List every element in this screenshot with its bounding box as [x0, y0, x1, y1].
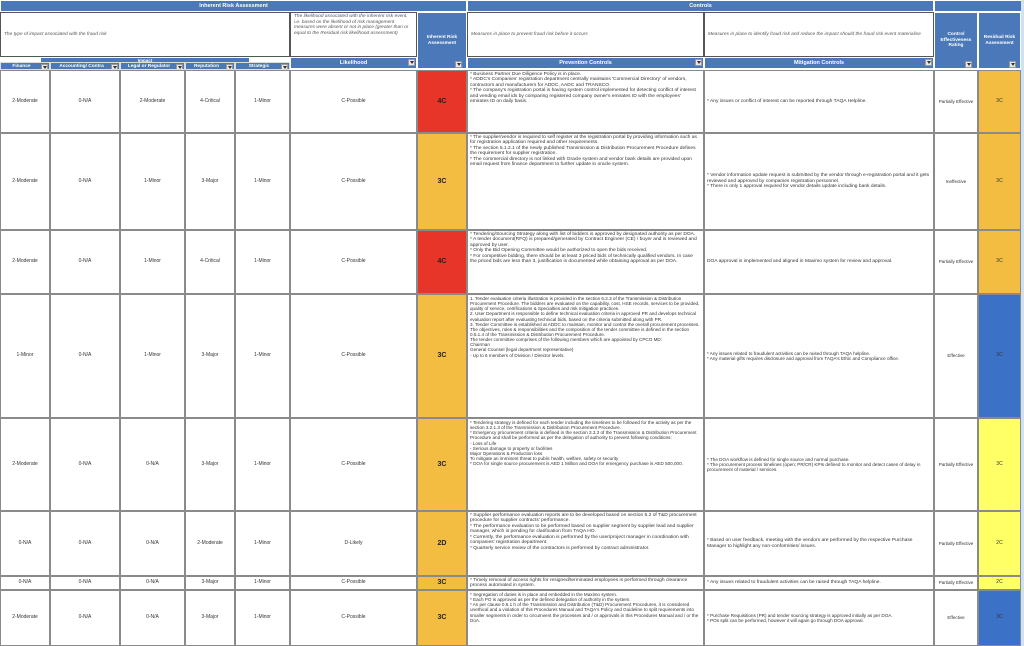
- accounting-column-header[interactable]: [50, 62, 120, 70]
- legal-label: Legal or Regulator: [127, 63, 171, 69]
- inherent-cell[interactable]: 3C: [417, 294, 467, 418]
- mitigation-filter-dropdown-icon[interactable]: [925, 59, 932, 66]
- controls-header-fill: [934, 0, 1024, 12]
- inherent-cell[interactable]: 3C: [417, 133, 467, 230]
- accounting-cell[interactable]: 0-N/A: [50, 590, 120, 646]
- residual-cell[interactable]: 3C: [978, 418, 1021, 511]
- prevention-cell[interactable]: * The supplier/vendor is required to self register at the registration portal by providing information such as for registration application required and other requirements. * The section 5.1.2.1 of the newly published Transmission & Distribution Procurement Procedure defines the requirement for supplier registration. * The commercial directory is not linked with Oracle system and vendor bank details are provided upon email request from finance department to further update in oracle system.: [467, 133, 704, 230]
- inherent-risk-assessment-header[interactable]: Inherent Risk Assessment: [0, 0, 467, 12]
- prevention-controls-header[interactable]: [467, 57, 704, 69]
- residual-risk-assessment-label[interactable]: Residual Risk Assessment: [978, 12, 1021, 69]
- mitigation-cell[interactable]: * Any issues related to fraudulent activities can be raised through TAQA helpline.: [704, 576, 934, 590]
- mitigation-cell[interactable]: * Purchase Requisitions (PR) and tender sourcing strategy is approved initially as per DOA. * POs split can be performed, however it will again go through DOA approval.: [704, 590, 934, 646]
- effectiveness-filter-dropdown-icon[interactable]: [965, 61, 972, 68]
- accounting-cell[interactable]: 0-N/A: [50, 418, 120, 511]
- likelihood-cell[interactable]: C-Possible: [290, 133, 417, 230]
- prevention-cell[interactable]: * Business Partner Due Diligence Policy is in place. * ADDC's Companies' registration department centrally maintains 'Commercial Directory' of vendors, contractors and manufacturers for ADDC, AADC and TRANSCO. * The company's registration portal is having system control implemented for detecting conflict of interest and vending email ids by comparing registered company owner's emirates ID with the employees' emirates ID on daily basis.: [467, 70, 704, 133]
- finance-cell[interactable]: 1-Minor: [0, 294, 50, 418]
- strategic-column-header[interactable]: [235, 62, 290, 70]
- reputation-cell[interactable]: 4-Critical: [185, 230, 235, 294]
- residual-cell[interactable]: 3C: [978, 133, 1021, 230]
- inherent-cell[interactable]: 2D: [417, 511, 467, 576]
- strategic-cell[interactable]: 1-Minor: [235, 576, 290, 590]
- prevention-description[interactable]: Measures in place to prevent fraud risk before it occurs: [467, 12, 704, 57]
- residual-cell[interactable]: 2C: [978, 576, 1021, 590]
- reputation-cell[interactable]: 2-Moderate: [185, 511, 235, 576]
- residual-filter-dropdown-icon[interactable]: [1009, 61, 1016, 68]
- finance-cell[interactable]: 2-Moderate: [0, 230, 50, 294]
- accounting-label: Accounting/ Contra: [59, 63, 104, 69]
- inherent-cell[interactable]: 4C: [417, 70, 467, 133]
- finance-cell[interactable]: 0-N/A: [0, 576, 50, 590]
- residual-cell[interactable]: 3C: [978, 70, 1021, 133]
- likelihood-column-header[interactable]: [290, 57, 417, 69]
- finance-cell[interactable]: 2-Moderate: [0, 70, 50, 133]
- prevention-filter-dropdown-icon[interactable]: [695, 59, 702, 66]
- mitigation-cell[interactable]: * The DOA workflow is defined for single source and normal purchase. * The procurement process timelines (open; PR/CR) KPIs defined to monitor and detect cases of delay in procurement of material / services.: [704, 418, 934, 511]
- prevention-cell[interactable]: * Timely removal of access rights for resigned/terminated employees is performed through clearance process automated in system.: [467, 576, 704, 590]
- prevention-controls-label: Prevention Controls: [559, 60, 612, 66]
- mitigation-controls-header[interactable]: [704, 57, 934, 69]
- reputation-label: Reputation: [193, 63, 220, 69]
- residual-cell[interactable]: 3C: [978, 294, 1021, 418]
- likelihood-cell[interactable]: C-Possible: [290, 590, 417, 646]
- legal-cell[interactable]: 0-N/A: [120, 576, 185, 590]
- likelihood-cell[interactable]: D-Likely: [290, 511, 417, 576]
- inherent-cell[interactable]: 4C: [417, 230, 467, 294]
- accounting-cell[interactable]: 0-N/A: [50, 294, 120, 418]
- prevention-cell[interactable]: * Tendering/Sourcing Strategy along with list of bidders is approved by designated authority as per DOA. * A tender document(RFQ) is prepared/generated by Contract Engineer (CE) / buyer and is reviewed and approved by user. * Only the Bid Opening Committee would be authorized to open the bids received. * For competitive bidding, there should be at least 3 priced bids of technically qualified vendors. In case the priced bids are less than 3, justification is documented while obtaining approval as per DOA.: [467, 230, 704, 294]
- effectiveness-cell[interactable]: Effective: [934, 294, 978, 418]
- mitigation-cell[interactable]: DOA approval is implemented and aligned in Maximo system for review and approval.: [704, 230, 934, 294]
- likelihood-cell[interactable]: C-Possible: [290, 418, 417, 511]
- strategic-cell[interactable]: 1-Minor: [235, 70, 290, 133]
- inherent-cell[interactable]: 3C: [417, 590, 467, 646]
- legal-cell[interactable]: 1-Minor: [120, 133, 185, 230]
- mitigation-controls-label: Mitigation Controls: [793, 60, 845, 66]
- likelihood-cell[interactable]: C-Possible: [290, 294, 417, 418]
- strategic-cell[interactable]: 1-Minor: [235, 418, 290, 511]
- prevention-cell[interactable]: 1. Tender evaluation criteria illustration is provided in the section 6.2.3 of the Transmission & Distribution Procurement Procedure. The bidders are evaluated on the capability, cost, HSE records, services to be provided, quality of service, certifications & Specialties and risk mitigation practices. 2. User Department is responsible to define technical evaluation criteria in approved PR and develops technical evaluation report after evaluating technical bids, based on the criteria submitted along with PR. 3. Tender Committee is established at ADDC to maintain, monitor and control the overall procurement processes. The objectives, roles & responsibilities and the composition of the tender committee is defined in the section 0.5.1.4 of the Transmission & Distribution Procurement Procedure. The tender committee comprises of the following members which are appointed by CPCO MD: Chairman General Counsel (legal department representative) - Up to 6 members of Division / Director levels.: [467, 294, 704, 418]
- effectiveness-cell[interactable]: Partially Effective: [934, 230, 978, 294]
- likelihood-cell[interactable]: C-Possible: [290, 230, 417, 294]
- legal-cell[interactable]: 1-Minor: [120, 230, 185, 294]
- residual-cell[interactable]: 3C: [978, 230, 1021, 294]
- mitigation-cell[interactable]: * Based on user feedback, meeting with the vendors are performed by the respective Purchase Manager to highlight any non-conformities/ issues.: [704, 511, 934, 576]
- finance-cell[interactable]: 2-Moderate: [0, 590, 50, 646]
- reputation-cell[interactable]: 3-Major: [185, 576, 235, 590]
- finance-label: Finance: [12, 63, 31, 69]
- legal-cell[interactable]: 2-Moderate: [120, 70, 185, 133]
- impact-type-description[interactable]: The type of impact associated with the fraud risk: [0, 12, 290, 57]
- legal-cell[interactable]: 1-Minor: [120, 294, 185, 418]
- inherent-risk-assessment-label[interactable]: Inherent Risk Assessment: [417, 12, 467, 69]
- legal-column-header[interactable]: [120, 62, 185, 70]
- reputation-cell[interactable]: 3-Major: [185, 294, 235, 418]
- accounting-cell[interactable]: 0-N/A: [50, 133, 120, 230]
- mitigation-cell[interactable]: * Any issues or conflict of interest can be reported through TAQA Helpline.: [704, 70, 934, 133]
- likelihood-cell[interactable]: C-Possible: [290, 576, 417, 590]
- strategic-cell[interactable]: 1-Minor: [235, 133, 290, 230]
- prevention-cell[interactable]: * Supplier performance evaluation reports are to be developed based on section 5.2 of T&D procurement procedure for supplier contracts' performance. * The performance evaluation to be performed based on supplier segment by supplier lead and supplier manager, which is pending for clarification from TAQA HO. * Currently, the performance evaluation is performed by the user/project manager in coordination with companies' registration department. * Quarterly service review of the contractors is performed by contract administrator.: [467, 511, 704, 576]
- strategic-cell[interactable]: 1-Minor: [235, 590, 290, 646]
- reputation-cell[interactable]: 3-Major: [185, 418, 235, 511]
- legal-cell[interactable]: 0-N/A: [120, 418, 185, 511]
- reputation-cell[interactable]: 3-Major: [185, 590, 235, 646]
- reputation-cell[interactable]: 3-Major: [185, 133, 235, 230]
- inherent-cell[interactable]: 3C: [417, 576, 467, 590]
- inherent-filter-dropdown-icon[interactable]: [455, 61, 462, 68]
- finance-cell[interactable]: 2-Moderate: [0, 133, 50, 230]
- effectiveness-cell[interactable]: Partially Effective: [934, 511, 978, 576]
- effectiveness-cell[interactable]: Effective: [934, 590, 978, 646]
- inherent-cell[interactable]: 3C: [417, 418, 467, 511]
- likelihood-label: Likelihood: [339, 60, 368, 66]
- effectiveness-cell[interactable]: Ineffective: [934, 133, 978, 230]
- prevention-cell[interactable]: * Tendering strategy is defined for each tender including the timelines to be followed for the activity as per the section 3.2.1.3 of the Transmission & Distribution Procurement Procedure. * Emergency procurement criteria is defined in the section 3.3.3 of the Transmission & Distribution Procurement Procedure and shall be performed as per the delegation of authority to prevent following conditions: - Loss of Life - Serious damage to property or facilities Major Operations & Production loss To mitigate an imminent threat to public health, welfare, safety or security * DOA for single source procurement is AED 1 Million and DOA for emergency purchase is AED 500,000.: [467, 418, 704, 511]
- accounting-cell[interactable]: 0-N/A: [50, 230, 120, 294]
- effectiveness-cell[interactable]: Partially Effective: [934, 418, 978, 511]
- finance-cell[interactable]: 2-Moderate: [0, 418, 50, 511]
- control-effectiveness-rating-label[interactable]: Control Effectiveness Rating: [934, 12, 978, 69]
- prevention-cell[interactable]: * Segregation of duties is in place and embedded in the Maximo system. * Each PO is approved as per the defined delegation of authority in the system. * As per clause 0.6.1 h of the Transmission and Distribution (T&D) Procurement Procedures, it is considered unethical and a violation of this Procedures Manual and TAQA's Policy and Guideline to split requirements into smaller segments in order to circumvent the processes and / or approvals in this Procedures Manual and / or the DoA.: [467, 590, 704, 646]
- controls-header[interactable]: Controls: [467, 0, 934, 12]
- finance-column-header[interactable]: [0, 62, 50, 70]
- accounting-cell[interactable]: 0-N/A: [50, 576, 120, 590]
- legal-cell[interactable]: 0-N/A: [120, 511, 185, 576]
- strategic-label: Strategic: [248, 63, 270, 69]
- residual-cell[interactable]: 3C: [978, 590, 1021, 646]
- strategic-cell[interactable]: 1-Minor: [235, 230, 290, 294]
- accounting-cell[interactable]: 0-N/A: [50, 511, 120, 576]
- impact-header[interactable]: Impact: [40, 57, 250, 63]
- mitigation-description[interactable]: Measures in place to identify fraud risk and reduce the impact should the fraud risk event materialise: [704, 12, 934, 57]
- mitigation-cell[interactable]: * Any issues related to fraudulent activities can be raised through TAQA helpline. * Any material gifts requires disclosure and approval from TAQA's Ethic and Compliance office.: [704, 294, 934, 418]
- effectiveness-cell[interactable]: Partially Effective: [934, 70, 978, 133]
- strategic-cell[interactable]: 1-Minor: [235, 294, 290, 418]
- legal-cell[interactable]: 0-N/A: [120, 590, 185, 646]
- reputation-cell[interactable]: 4-Critical: [185, 70, 235, 133]
- likelihood-filter-dropdown-icon[interactable]: [408, 59, 415, 66]
- finance-cell[interactable]: 0-N/A: [0, 511, 50, 576]
- strategic-cell[interactable]: 1-Minor: [235, 511, 290, 576]
- likelihood-cell[interactable]: C-Possible: [290, 70, 417, 133]
- residual-cell[interactable]: 2C: [978, 511, 1021, 576]
- effectiveness-cell[interactable]: Partially Effective: [934, 576, 978, 590]
- reputation-column-header[interactable]: [185, 62, 235, 70]
- likelihood-description[interactable]: The likelihood associated with the inherent risk event, i.e. based on the likelihood of risk management measures were absent or not in place (greater than or equal to the Residual risk likelihood assessment): [290, 12, 417, 57]
- accounting-cell[interactable]: 0-N/A: [50, 70, 120, 133]
- mitigation-cell[interactable]: * Vendor information update request is submitted by the vendor through e-registration portal and it gets reviewed and approved by companies registration personnel. * There is only 1 approval required for vendor details update including bank details.: [704, 133, 934, 230]
